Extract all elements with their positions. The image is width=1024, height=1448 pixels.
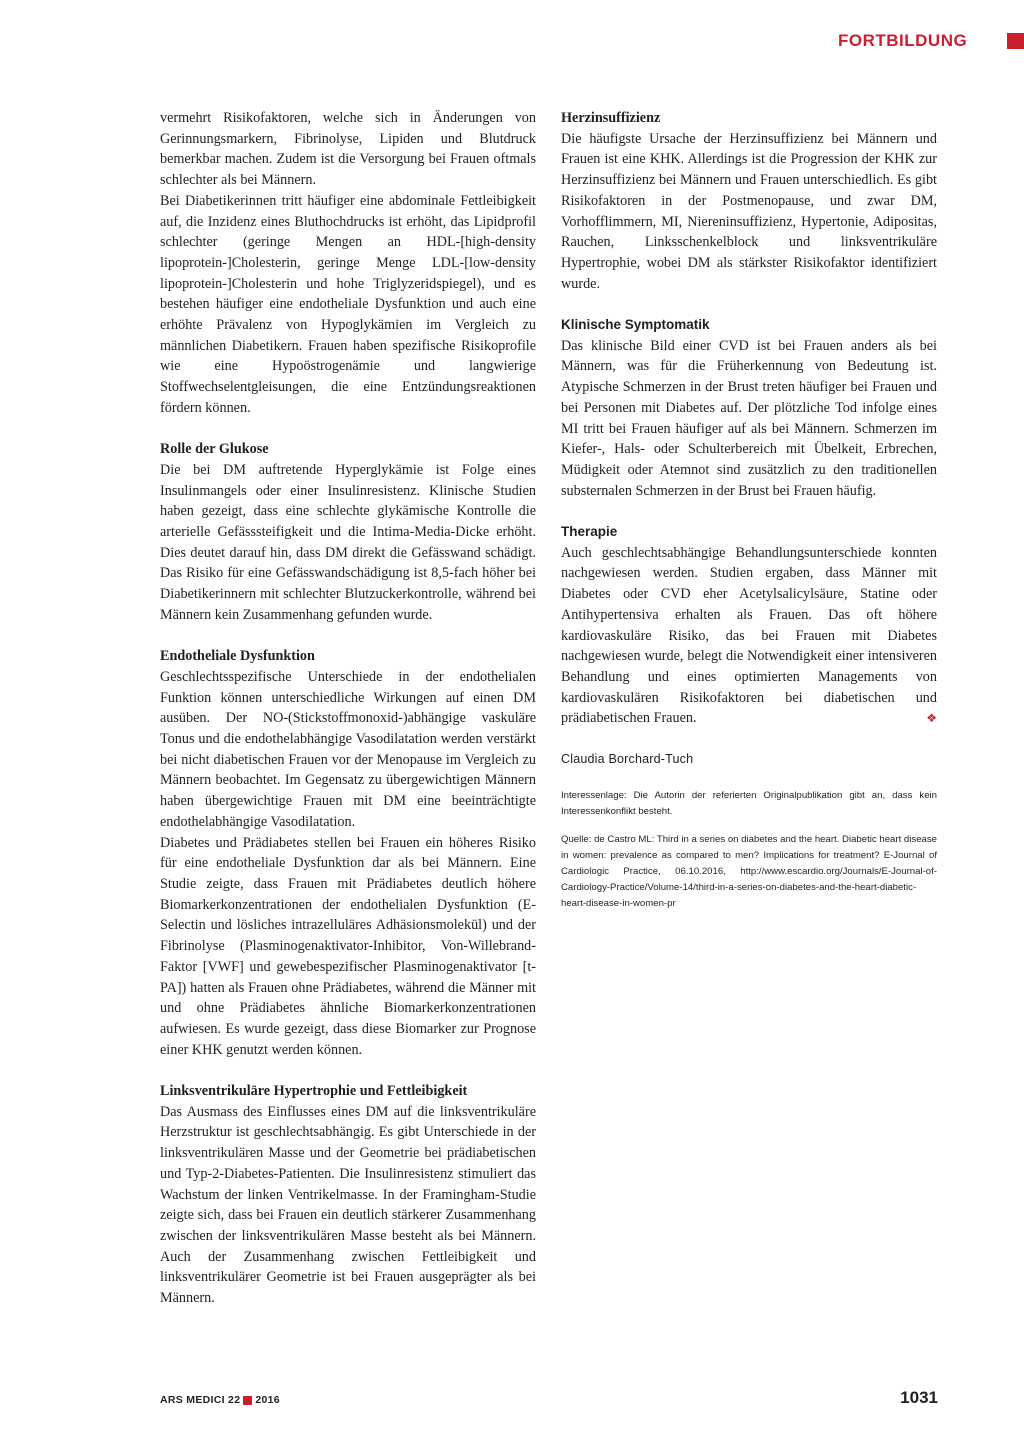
glukose-paragraph: Die bei DM auftretende Hyperglykämie ist Folge eines Insulinmangels oder einer Insulinresistenz. Klinische Studien haben gezeigt, dass eine schlechte glykämische Kontrolle die arterielle Gefässsteifigkeit und die Intima-Media-Dicke erhöht. Dies deutet darauf hin, dass DM direkt die Gefässwand schädigt. Das Risiko für eine Gefässwandschädigung ist 8,5-fach höher bei Diabetikerinnern mit schlechter Blutzuckerkontrolle, während bei Männern kein Zusammenhang gefunden wurde.	[160, 461, 536, 623]
journal-name: ARS MEDICI 22	[160, 1394, 241, 1406]
footer-journal	[160, 1394, 280, 1406]
endothel-paragraph-2: Diabetes und Prädiabetes stellen bei Frauen ein höheres Risiko für eine endotheliale Dysfunktion dar als bei Männern. Eine Studie zeigte, dass Frauen mit Prädiabetes deutlich höhere Biomarkerkonzentrationen der endothelialen Dysfunktion (E-Selectin und lösliches intrazelluläres Adhäsionsmolekül) und der Fibrinolyse (Plasminogenaktivator-Inhibitor, Von-Willebrand-Faktor [VWF] und gewebespezifischer Plasminogenaktivator [t-PA]) hatten als Frauen ohne Prädiabetes, während die Männer mit und ohne Prädiabetes ähnliche Biomarkerkonzentrationen aufwiesen. Es wurde gezeigt, dass diese Biomarker zur Prognose einer KHK genutzt werden können.	[160, 834, 536, 1058]
author-name: Claudia Borchard-Tuch	[561, 752, 694, 767]
herzinsuffizienz-paragraph: Die häufigste Ursache der Herzinsuffizienz bei Männern und Frauen ist eine KHK. Allerdings ist die Progression der KHK zur Herzinsuffizienz bei Männern und Frauen unterschiedlich. Es gibt Risikofaktoren in der Postmenopause, und zwar DM, Vorhofflimmern, MI, Niereninsuffizienz, Hypertonie, Adipositas, Rauchen, Linksschenkelblock und linksventrikuläre Hypertrophie, wobei DM als stärkster Risikofaktor identifiziert wurde.	[561, 130, 937, 292]
therapie-paragraph	[561, 543, 937, 729]
right-column	[561, 108, 937, 912]
section-marker-square	[1007, 33, 1024, 49]
intro-paragraph-2: Bei Diabetikerinnen tritt häufiger eine abdominale Fettleibigkeit auf, die Inzidenz eines Bluthochdrucks ist erhöht, das Lipidprofil schlechter (geringe Mengen an HDL-[high-density lipoprotein-]Cholesterin, geringe Menge LDL-[low-density lipoprotein-]Cholesterin und hohe Triglyzeridspiegel), und es bestehen häufiger eine endotheliale Dysfunktion und auch eine erhöhte Prävalenz von Hypoglykämien im Vergleich zu männlichen Diabetikern. Frauen haben spezifische Risikoprofile wie eine Hypoöstrogenämie und langwierige Stoffwechselentgleisungen, die eine Entzündungsreaktionen fördern können.	[160, 192, 536, 416]
intro-paragraph-1: vermehrt Risikofaktoren, welche sich in Änderungen von Gerinnungsmarkern, Fibrinolyse, Lipiden und Blutdruck bemerkbar machen. Zudem ist die Versorgung bei Frauen oftmals schlechter als bei Männern.	[160, 110, 536, 189]
journal-year: 2016	[255, 1394, 280, 1406]
section-herzinsuffizienz	[561, 108, 937, 294]
heading-endotheliale-dysfunktion: Endotheliale Dysfunktion	[160, 648, 315, 665]
endothel-paragraph-1: Geschlechtsspezifische Unterschiede in der endothelialen Funktion können unterschiedliche Wirkungen auf einen DM ausüben. Der NO-(Stickstoffmonoxid-)abhängige vaskuläre Tonus und die endothelabhängige Vasodilatation werden verstärkt bei nicht diabetischen Frauen vor der Menopause im Vergleich zu Männern beobachtet. Im Gegensatz zu übergewichtigen Männern haben übergewichtige Frauen mit DM eine beeinträchtigte endothelabhängige Vasodilatation.	[160, 668, 536, 830]
lv-paragraph: Das Ausmass des Einflusses eines DM auf die linksventrikuläre Herzstruktur ist geschlechtsabhängig. Es gibt Unterschiede in der linksventrikulären Masse und der Geometrie bei prädiabetischen und Typ-2-Diabetes-Patienten. Die Insulinresistenz stimuliert das Wachstum der linken Ventrikelmasse. In der Framingham-Studie zeigte sich, dass bei Frauen ein deutlich stärkerer Zusammenhang zwischen der linksventrikulären Masse besteht als bei Männern. Auch der Zusammenhang zwischen Fettleibigkeit und linksventrikulärer Geometrie ist bei Frauen ausgeprägter als bei Männern.	[160, 1103, 536, 1307]
section-glukose	[160, 439, 536, 625]
page-number: 1031	[900, 1388, 938, 1407]
section-endothel	[160, 646, 536, 1060]
footer-marker-square	[243, 1396, 252, 1405]
left-column	[160, 108, 536, 1309]
symptomatik-paragraph: Das klinische Bild einer CVD ist bei Frauen anders als bei Männern, was für die Früherkennung von Bedeutung ist. Atypische Schmerzen in der Brust treten häufiger bei Frauen und bei Personen mit Diabetes auf. Der plötzliche Tod infolge eines MI tritt bei Frauen häufiger auf als bei Männern. Schmerzen im Kiefer-, Hals- oder Schulterbereich mit Übelkeit, Erbrechen, Müdigkeit oder Atemnot sind zusätzlich zu den traditionellen substernalen Schmerzen in der Brust bei Frauen häufig.	[561, 337, 937, 499]
conflict-of-interest-note: Interessenlage: Die Autorin der referierten Originalpublikation gibt an, dass kein Interessenkonflikt besteht.	[561, 789, 937, 817]
section-label: FORTBILDUNG	[838, 31, 968, 50]
heading-rolle-der-glukose: Rolle der Glukose	[160, 441, 269, 458]
end-of-article-icon: ❖	[926, 711, 937, 726]
source-citation: Quelle: de Castro ML: Third in a series on diabetes and the heart. Diabetic heart disease in women: prevalence as compared to men? Implications for treatment? E-Journal of Cardiologic Practice, 06.10.2016, http://www.escardio.org/Journals/E-Journal-of-Cardiology-Practice/Volume-14/third-in-a-series-on-diabetes-and-the-heart-diabetic-heart-disease-in-women-pr	[561, 833, 937, 909]
heading-klinische-symptomatik: Klinische Symptomatik	[561, 317, 710, 333]
section-klinische-symptomatik	[561, 315, 937, 501]
section-therapie	[561, 522, 937, 729]
therapie-text: Auch geschlechtsabhängige Behandlungsunterschiede konnten nachgewiesen werden. Studien ergaben, dass Männer mit Diabetes oder CVD eher Acetylsalicylsäure, Statine oder Antihypertensiva erhalten als Frauen. Das oft höhere kardiovaskuläre Risiko, das bei Frauen mit Diabetes nachgewiesen wurde, belegt die Notwendigkeit einer intensiveren Behandlung und eines optimierten Managements von kardiovaskulären Risikofaktoren bei diabetischen und prädiabetischen Frauen.	[561, 544, 937, 727]
heading-therapie: Therapie	[561, 524, 618, 540]
section-lv-hypertrophie	[160, 1081, 536, 1309]
heading-linksventrikulaere-hypertrophie: Linksventrikuläre Hypertrophie und Fettleibigkeit	[160, 1083, 468, 1099]
heading-herzinsuffizienz: Herzinsuffizienz	[561, 110, 661, 126]
